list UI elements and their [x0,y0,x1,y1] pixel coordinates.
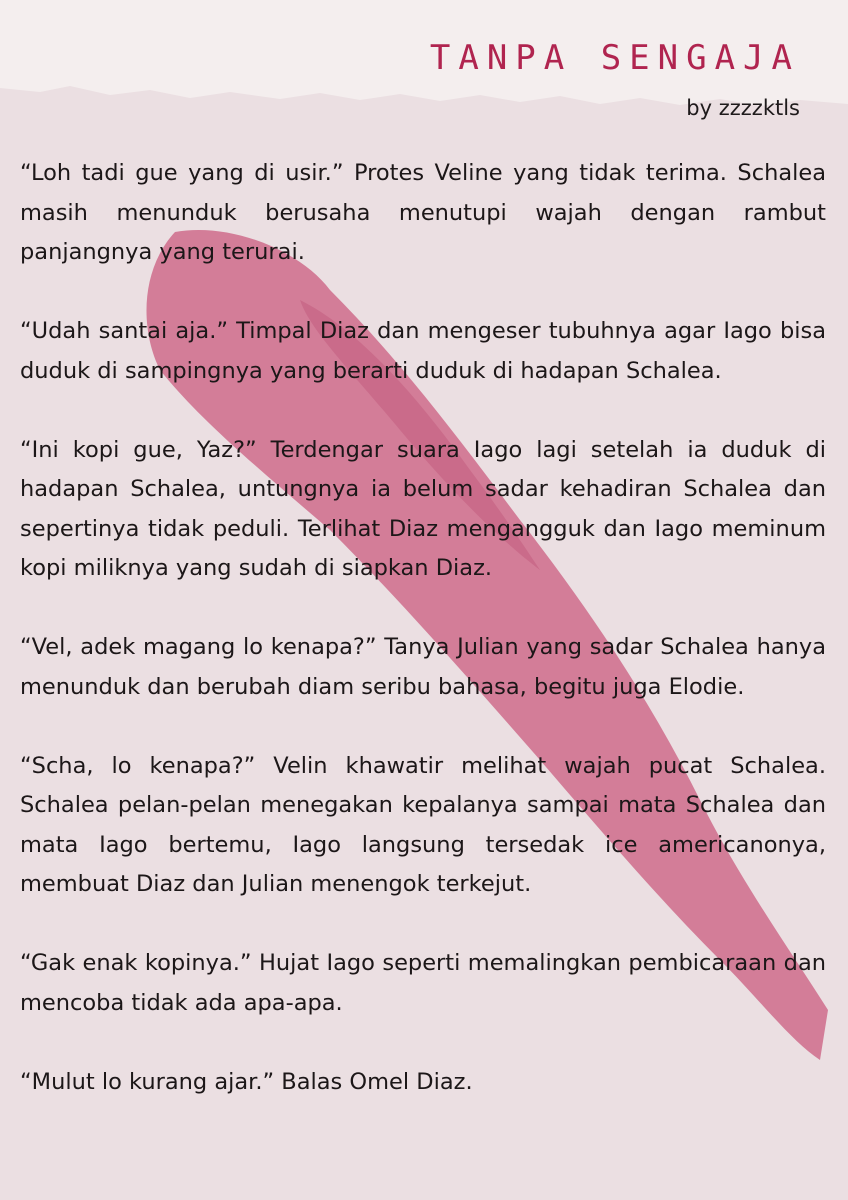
story-body [20,154,826,1102]
story-paragraph: “Vel, adek magang lo kenapa?” Tanya Julian yang sadar Schalea hanya menunduk dan berubah diam seribu bahasa, begitu juga Elodie. [20,634,826,700]
story-paragraph: “Udah santai aja.” Timpal Diaz dan mengeser tubuhnya agar Iago bisa duduk di sampingnya yang berarti duduk di hadapan Schalea. [20,318,826,384]
story-paragraph: “Scha, lo kenapa?” Velin khawatir melihat wajah pucat Schalea. Schalea pelan-pelan menegakan kepalanya sampai mata Schalea dan mata Iago bertemu, Iago langsung tersedak ice americanonya, membuat Diaz dan Julian menengok terkejut. [20,752,826,897]
story-paragraph: “Mulut lo kurang ajar.” Balas Omel Diaz. [20,1068,473,1095]
story-paragraph: “Loh tadi gue yang di usir.” Protes Veline yang tidak terima. Schalea masih menunduk berusaha menutupi wajah dengan rambut panjangnya yang terurai. [20,160,826,265]
story-paragraph: “Ini kopi gue, Yaz?” Terdengar suara Iago lagi setelah ia duduk di hadapan Schalea, untungnya ia belum sadar kehadiran Schalea dan sepertinya tidak peduli. Terlihat Diaz mengangguk dan Iago meminum kopi miliknya yang sudah di siapkan Diaz. [20,436,826,581]
author-byline: by zzzzktls [686,96,800,120]
story-title: TANPA SENGAJA [429,38,800,78]
story-paragraph: “Gak enak kopinya.” Hujat Iago seperti memalingkan pembicaraan dan mencoba tidak ada apa-apa. [20,950,826,1016]
